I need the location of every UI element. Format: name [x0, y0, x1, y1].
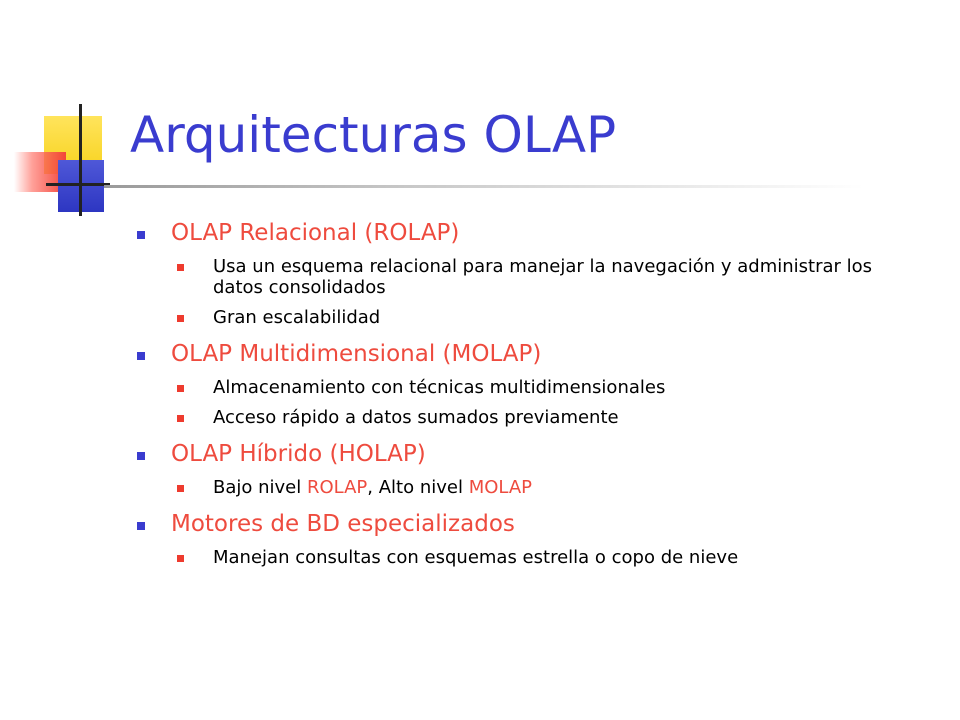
section-heading: OLAP Híbrido (HOLAP)	[171, 441, 426, 467]
slide-title: Arquitecturas OLAP	[130, 106, 617, 164]
list-item	[177, 377, 925, 398]
square-bullet-icon	[137, 352, 145, 360]
sub-item-text: Usa un esquema relacional para manejar la navegación y administrar los datos consolidados	[213, 256, 873, 298]
square-bullet-icon	[137, 452, 145, 460]
section-motores	[135, 509, 925, 568]
list-item	[177, 307, 925, 328]
sub-list	[177, 547, 925, 568]
decorative-horizontal-line	[46, 183, 110, 186]
square-bullet-icon	[177, 555, 184, 562]
list-item	[135, 339, 925, 369]
sub-item-text-part: , Alto nivel	[367, 477, 469, 498]
list-item	[177, 547, 925, 568]
sub-item-text: Almacenamiento con técnicas multidimensionales	[213, 377, 666, 398]
sub-item-text-part: Bajo nivel	[213, 477, 307, 498]
decorative-vertical-line	[79, 104, 82, 216]
square-bullet-icon	[177, 264, 184, 271]
sub-item-text: Gran escalabilidad	[213, 307, 381, 328]
list-item	[135, 509, 925, 539]
highlight-rolap: ROLAP	[306, 477, 368, 498]
section-heading: OLAP Multidimensional (MOLAP)	[171, 341, 542, 367]
square-bullet-icon	[137, 231, 145, 239]
section-heading: Motores de BD especializados	[171, 511, 515, 537]
list-item	[135, 439, 925, 469]
section-rolap	[135, 218, 925, 328]
square-bullet-icon	[137, 522, 145, 530]
title-underline	[104, 185, 864, 188]
square-bullet-icon	[177, 315, 184, 322]
list-item	[177, 407, 925, 428]
sub-list	[177, 377, 925, 428]
sub-item-text: Manejan consultas con esquemas estrella o copo de nieve	[213, 547, 739, 568]
sub-item-text: Acceso rápido a datos sumados previamente	[213, 407, 619, 428]
list-item	[177, 256, 925, 298]
sub-list	[177, 256, 925, 328]
bullet-list	[135, 218, 925, 579]
square-bullet-icon	[177, 485, 184, 492]
list-item	[135, 218, 925, 248]
highlight-molap: MOLAP	[468, 477, 533, 498]
section-heading: OLAP Relacional (ROLAP)	[171, 220, 460, 246]
sub-list	[177, 477, 925, 498]
square-bullet-icon	[177, 385, 184, 392]
section-holap	[135, 439, 925, 498]
list-item	[177, 477, 925, 498]
section-molap	[135, 339, 925, 428]
square-bullet-icon	[177, 415, 184, 422]
